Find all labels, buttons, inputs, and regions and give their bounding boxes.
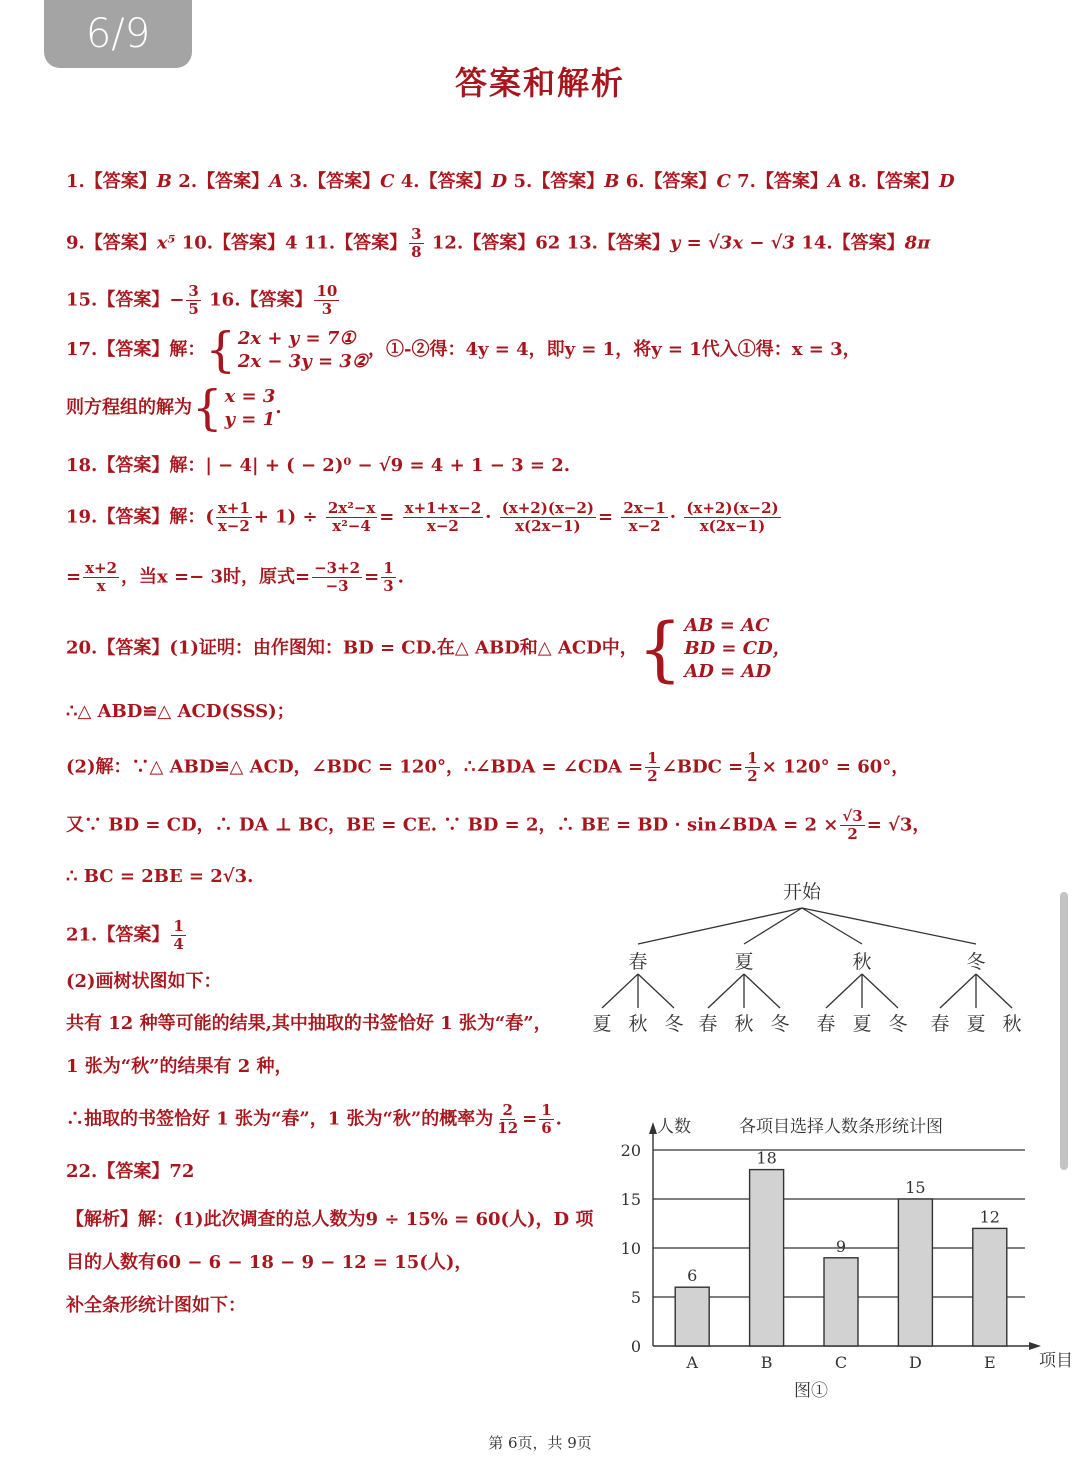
answer-number-2: 2.	[178, 171, 198, 192]
q10-answer: 4	[285, 232, 298, 254]
tree-level2-node: 秋	[628, 1013, 648, 1035]
tree-level1-node: 冬	[966, 951, 986, 973]
x-tick-label: C	[834, 1353, 848, 1372]
chart-xlabel: 项目	[1039, 1351, 1073, 1371]
answer-value-5: B	[604, 171, 620, 192]
tree-branch	[638, 974, 674, 1008]
tree-level2-node: 秋	[734, 1013, 754, 1035]
answer-number-3: 3.	[289, 171, 309, 192]
page-footer: 第 6页，共 9页	[488, 1434, 592, 1452]
q22-line3: 目的人数有60 − 6 − 18 − 9 − 12 = 15(人)，	[66, 1252, 473, 1273]
bar-value-label: 9	[835, 1236, 847, 1256]
q20-line4: 又∵ BD = CD，∴ DA ⊥ BC，BE = CE. ∵ BD = 2，∴ BE = BD · sin∠BDA = 2 × $\frac{√3}{2}$ = √3，	[66, 807, 931, 843]
tree-level1-node: 夏	[734, 951, 754, 973]
q9-number: 9.	[66, 232, 85, 254]
answer-number-4: 4.	[400, 171, 420, 192]
q15-number: 15.	[66, 289, 98, 311]
answer-value-6: C	[716, 171, 731, 192]
tree-level2-node: 冬	[770, 1013, 790, 1035]
tree-branch	[826, 974, 862, 1008]
q17-system: { 2x + y = 7① 2x − 3y = 3②	[205, 322, 369, 378]
q20-line3: (2)解：∵△ ABD≌△ ACD，∠BDC = 120°，∴∠BDA = ∠CDA = $\frac{1}{2}$ ∠BDC = $\frac{1}{2}$ × 120° = 60°，	[66, 749, 910, 785]
q11-fraction: $\frac{3}{8}$	[411, 225, 422, 261]
tree-level2-node: 冬	[664, 1013, 684, 1035]
y-tick-label: 5	[630, 1288, 641, 1307]
bar-value-label: 15	[905, 1178, 926, 1197]
q21-line5: ∴抽取的书签恰好 1 张为“春”，1 张为“秋”的概率为 $\frac{2}{12}$ = $\frac{1}{6}$ .	[66, 1101, 562, 1137]
q20-line1: 20.【答案】(1)证明：由作图知：BD = CD.在△ ABD和△ ACD中， { AB = AC BD = CD， AD = AD	[66, 607, 791, 690]
q13-number: 13.	[566, 232, 598, 254]
x-tick-label: E	[983, 1353, 996, 1372]
answer-value-3: C	[380, 171, 395, 192]
bar	[898, 1199, 932, 1346]
q22-line4: 补全条形统计图如下：	[66, 1295, 246, 1316]
x-axis-arrow	[1029, 1342, 1041, 1350]
tree-level2-node: 冬	[888, 1013, 908, 1035]
tree-level2-node: 夏	[966, 1013, 986, 1035]
bar	[750, 1170, 784, 1346]
answer-number-1: 1.	[66, 171, 85, 192]
tree-branch	[708, 974, 744, 1008]
y-tick-label: 20	[620, 1141, 641, 1160]
x-tick-label: B	[760, 1353, 773, 1372]
q14-number: 14.	[801, 232, 833, 254]
q10-number: 10.	[181, 232, 214, 254]
bar-value-label: 12	[979, 1207, 1000, 1227]
tree-branch	[940, 974, 976, 1008]
q14-answer: 8π	[904, 232, 931, 254]
q19-line1: 19.【答案】解：( $\frac{x+1}{x-2}$ + 1) ÷ $\frac{\text{2x²−x}}{\text{x²−4}}$ = $\frac{x+1+x-2}{x-2}$ · $\frac{(x+2)(x-2)}{x(2x-1)}$ = $\frac{2x-1}{x-2}$ · $\frac{(x+2)(x-2)}{x(2x-1)}$	[66, 499, 779, 535]
y-tick-label: 10	[620, 1239, 641, 1258]
bar	[973, 1228, 1007, 1346]
q21-line4: 1 张为“秋”的结果有 2 种，	[66, 1056, 293, 1077]
bar-value-label: 18	[756, 1148, 777, 1168]
tree-level2-node: 夏	[852, 1013, 872, 1035]
q20-line5: ∴ BC = 2BE = 2√3.	[66, 866, 254, 887]
answer-value-1: B	[156, 171, 173, 192]
q21-line2: (2)画树状图如下：	[66, 971, 222, 992]
answer-tag: 【答案】	[84, 171, 157, 192]
tree-branch	[744, 974, 780, 1008]
q15-fraction: $\frac{3}{5}$	[188, 282, 199, 318]
q12-answer: 62	[535, 232, 561, 254]
answers-15-16	[66, 283, 341, 318]
y-axis-arrow	[649, 1122, 657, 1134]
answer-tag: 【答案】	[755, 171, 828, 192]
q9-answer: x⁵	[156, 232, 176, 254]
answer-tag: 【答案】	[84, 232, 157, 254]
tree-branch	[802, 908, 976, 944]
tree-level1-node: 秋	[852, 951, 872, 973]
answer-number-8: 8.	[848, 171, 867, 192]
tree-level2-node: 春	[698, 1013, 718, 1035]
q15-sign: −	[169, 289, 185, 311]
q17-line2: 则方程组的解为 { x = 3 y = 1 .	[66, 380, 282, 436]
chart-ylabel: 人数	[657, 1117, 691, 1137]
page-indicator: 6/9	[44, 0, 192, 68]
q17-line1: 17.【答案】解： { 2x + y = 7① 2x − 3y = 3② ，①-②得：4y = 4，即y = 1，将y = 1代入①得：x = 3，	[66, 322, 861, 378]
answer-tag: 【答案】	[463, 232, 536, 254]
chart-caption: 图①	[794, 1381, 828, 1401]
tree-branch	[638, 908, 802, 944]
q13-answer: y = √3x − √3	[669, 232, 796, 254]
q20-conditions: { AB = AC BD = CD， AD = AD	[637, 607, 791, 690]
bar-value-label: 6	[687, 1266, 698, 1286]
tree-level2-node: 夏	[592, 1013, 612, 1035]
answer-tag: 【答案】	[97, 289, 170, 311]
answer-tag: 【答案】	[335, 232, 408, 254]
tree-diagram	[588, 876, 1048, 1046]
tree-branch	[976, 974, 1012, 1008]
q22-line2: 【解析】解：(1)此次调查的总人数为9 ÷ 15% = 60(人)，D 项	[66, 1209, 594, 1230]
q19-line2: = $\frac{x+2}{x}$ ，当x =− 3时，原式= $\frac{-3+2}{-3}$ = $\frac{1}{3}$ .	[66, 559, 404, 595]
answer-tag: 【答案】	[197, 171, 270, 192]
answer-tag: 【答案】	[866, 171, 939, 192]
bar-chart	[615, 1106, 1073, 1406]
answer-number-7: 7.	[737, 171, 756, 192]
answer-tag: 【答案】	[532, 171, 605, 192]
answers-9-14	[66, 226, 930, 261]
answer-value-7: A	[827, 171, 842, 192]
bar	[675, 1287, 709, 1346]
chart-title: 各项目选择人数条形统计图	[739, 1117, 943, 1137]
x-tick-label: A	[686, 1353, 698, 1372]
answer-number-5: 5.	[513, 171, 533, 192]
q12-number: 12.	[431, 232, 464, 254]
tree-branch	[602, 974, 638, 1008]
answer-tag: 【答案】	[832, 232, 905, 254]
q16-fraction: $\frac{10}{3}$	[316, 282, 338, 318]
q22-line1: 22.【答案】72	[66, 1161, 195, 1182]
tree-branch	[744, 908, 802, 944]
x-tick-label: D	[908, 1353, 922, 1372]
q16-number: 16.	[209, 289, 241, 311]
answer-tag: 【答案】	[240, 289, 313, 311]
tree-root: 开始	[782, 881, 822, 903]
q18-line: 18.【答案】解：| − 4| + ( − 2)⁰ − √9 = 4 + 1 − 3 = 2.	[66, 455, 571, 476]
q21-line1: 21.【答案】 $\frac{1}{4}$	[66, 917, 184, 953]
page-title: 答案和解析	[454, 64, 625, 102]
answer-value-4: D	[491, 171, 508, 192]
bar	[824, 1258, 858, 1346]
answer-value-2: A	[269, 171, 284, 192]
tree-level2-node: 秋	[1002, 1013, 1022, 1035]
answer-tag: 【答案】	[213, 232, 286, 254]
q21-line3: 共有 12 种等可能的结果,其中抽取的书签恰好 1 张为“春”，	[66, 1013, 552, 1034]
q17-solution: { x = 3 y = 1	[192, 380, 276, 436]
answer-value-8: D	[938, 171, 955, 192]
tree-branch	[802, 908, 862, 944]
answers-1-8	[66, 170, 955, 194]
answer-tag: 【答案】	[597, 232, 670, 254]
y-tick-label: 0	[630, 1337, 641, 1356]
answer-tag: 【答案】	[308, 171, 381, 192]
answer-number-6: 6.	[625, 171, 645, 192]
tree-level2-node: 春	[816, 1013, 836, 1035]
q11-number: 11.	[303, 232, 336, 254]
tree-branch	[862, 974, 898, 1008]
tree-level2-node: 春	[930, 1013, 950, 1035]
answer-tag: 【答案】	[644, 171, 717, 192]
y-tick-label: 15	[620, 1190, 641, 1209]
answer-tag: 【答案】	[419, 171, 492, 192]
scrollbar-thumb[interactable]	[1060, 892, 1068, 1170]
q20-line2: ∴△ ABD≌△ ACD(SSS)；	[66, 701, 295, 722]
tree-level1-node: 春	[628, 951, 648, 973]
